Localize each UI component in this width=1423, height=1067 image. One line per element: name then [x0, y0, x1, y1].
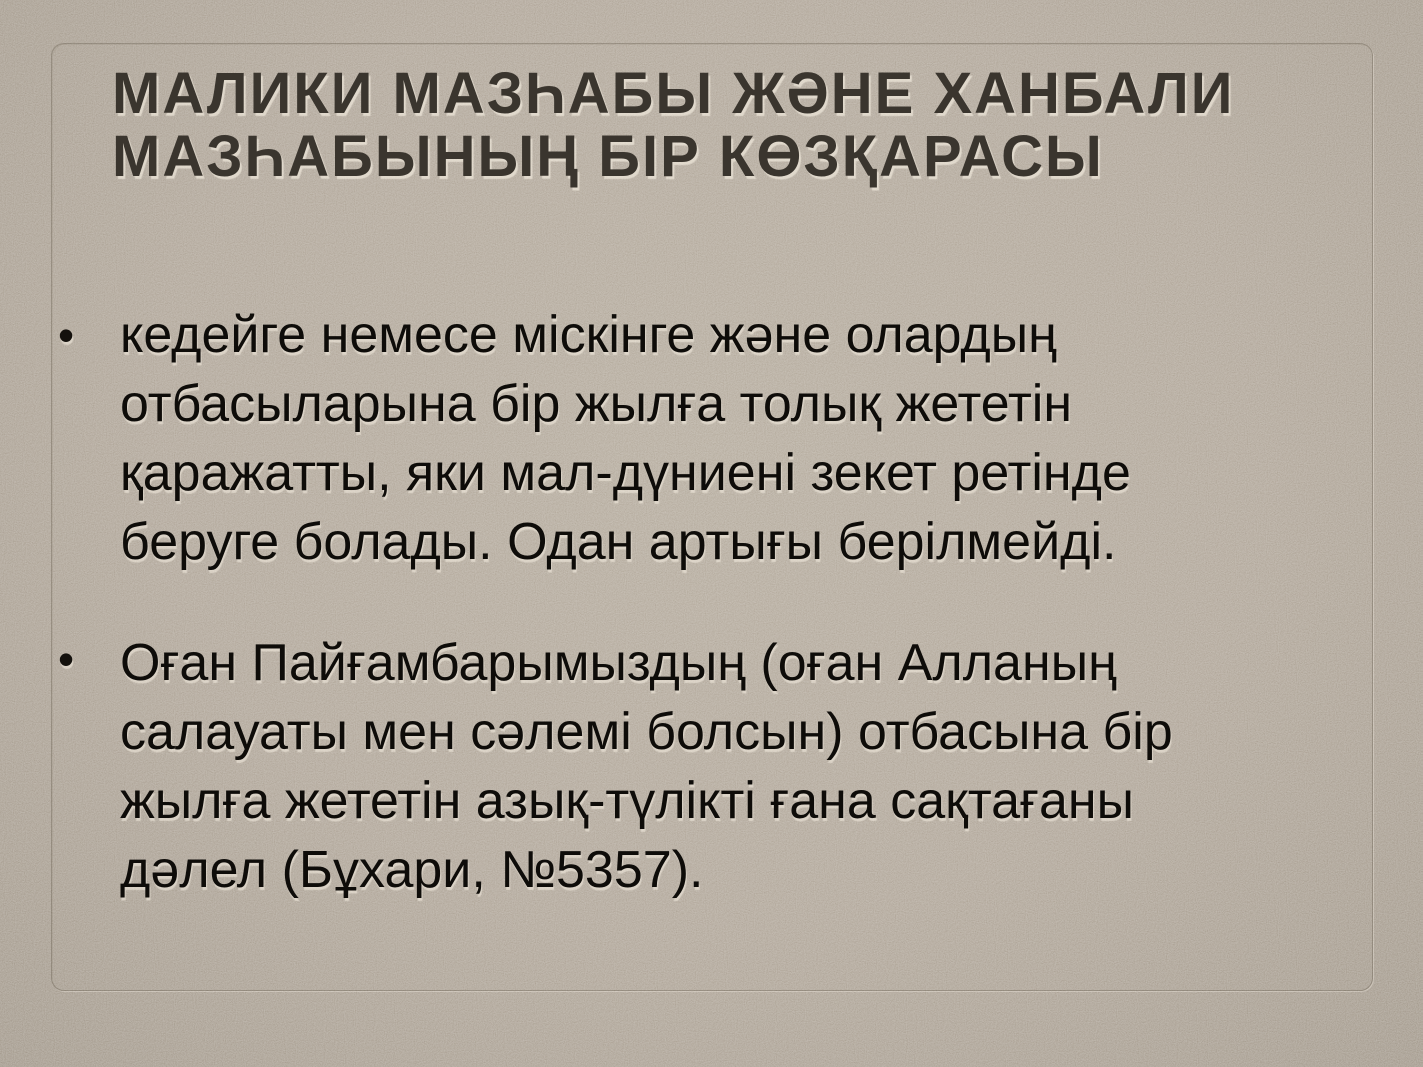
bullet-paragraph [120, 629, 1173, 905]
bullet-text-line: дәлел (Бұхари, №5357). [120, 841, 704, 899]
bullet-text-line: жылға жететін азық-түлікті ғана сақтағаны [120, 772, 1135, 830]
bullet-text-line: беруге болады. Одан артығы берілмейді. [120, 513, 1117, 571]
bullet-paragraph [120, 301, 1131, 577]
bullet-marker: • [58, 633, 75, 685]
slide-title [112, 62, 1234, 188]
bullet-text-line: отбасыларына бір жылға толық жететін [120, 375, 1073, 433]
bullet-text-line: салауаты мен сәлемі болсын) отбасына бір [120, 703, 1173, 761]
bullet-text-line: қаражатты, яки мал-дүниені зекет ретінде [120, 444, 1131, 502]
slide-title-line: МАЛИКИ МАЗҺАБЫ ЖӘНЕ ХАНБАЛИ [112, 61, 1235, 126]
bullet-marker: • [58, 309, 75, 361]
slide-title-line: МАЗҺАБЫНЫҢ БІР КӨЗҚАРАСЫ [112, 124, 1104, 189]
bullet-text-line: Оған Пайғамбарымыздың (оған Алланың [120, 634, 1117, 692]
bullet-text-line: кедейге немесе міскінге және олардың [120, 306, 1057, 364]
